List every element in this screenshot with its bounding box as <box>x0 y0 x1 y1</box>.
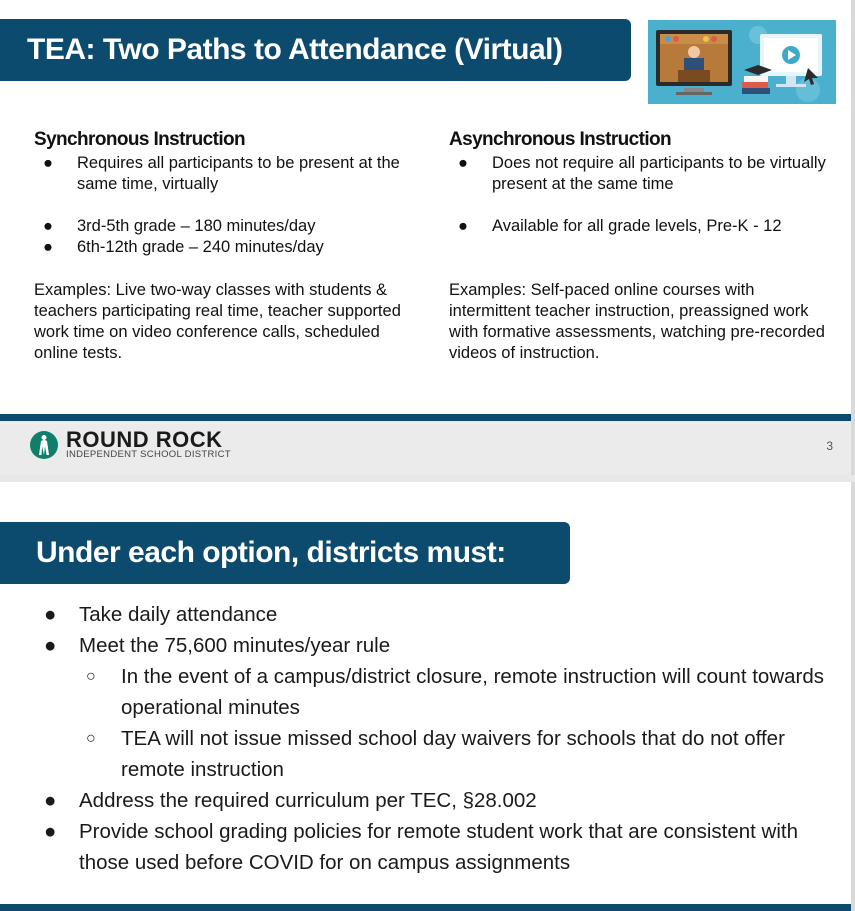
bullet-icon: ● <box>44 634 57 657</box>
synchronous-heading: Synchronous Instruction <box>34 129 246 150</box>
synchronous-column <box>34 128 414 364</box>
virtual-classroom-illustration-icon <box>648 20 836 104</box>
list-item: ● 3rd-5th grade – 180 minutes/day <box>43 217 316 235</box>
asynchronous-column <box>449 128 829 364</box>
slide-footer <box>0 421 851 475</box>
bullet-icon: ● <box>43 238 53 256</box>
list-item: ● Provide school grading policies for remote student work that are consistent with those used before COVID for on campus assignments <box>44 816 834 878</box>
requirements-list <box>44 599 834 878</box>
footer-divider <box>0 904 851 911</box>
bullet-icon: ● <box>44 603 57 626</box>
list-item: ● Meet the 75,600 minutes/year rule <box>44 630 834 661</box>
bullet-icon: ● <box>44 820 57 843</box>
list-item: ● Address the required curriculum per TEC, §28.002 <box>44 785 834 816</box>
bullet-icon: ● <box>43 154 53 172</box>
sub-list-item: ○ In the event of a campus/district closure, remote instruction will count towards operational minutes <box>44 661 834 723</box>
list-spacer <box>449 195 829 216</box>
asynchronous-heading: Asynchronous Instruction <box>449 129 672 150</box>
round-rock-logo <box>30 427 231 460</box>
slide-4 <box>0 482 851 911</box>
page-right-edge <box>851 0 855 911</box>
list-item: ● Take daily attendance <box>44 599 834 630</box>
bullet-icon: ● <box>44 789 57 812</box>
synchronous-examples: Examples: Live two-way classes with students & teachers participating real time, teacher supported work time on video conference calls, scheduled online tests. <box>34 281 401 362</box>
bullet-icon: ● <box>43 217 53 235</box>
sub-list-item: ○ TEA will not issue missed school day waivers for schools that do not offer remote instruction <box>44 723 834 785</box>
bullet-icon: ● <box>458 217 468 235</box>
list-item: ● Requires all participants to be present at the same time, virtually <box>43 154 400 193</box>
slide-title: TEA: Two Paths to Attendance (Virtual) <box>0 19 631 81</box>
list-item: ● Does not require all participants to be virtually present at the same time <box>458 154 826 193</box>
sub-bullet-icon: ○ <box>86 730 96 747</box>
asynchronous-examples: Examples: Self-paced online courses with intermittent teacher instruction, preassigned work with formative assessments, watching pre-recorded videos of instruction. <box>449 281 825 362</box>
logo-main-text: ROUND ROCK <box>66 427 223 452</box>
list-spacer <box>34 195 414 216</box>
logo-sub-text: INDEPENDENT SCHOOL DISTRICT <box>66 449 231 460</box>
bullet-icon: ● <box>458 154 468 172</box>
synchronous-bullets <box>34 153 414 258</box>
slide-separator <box>0 475 855 482</box>
slide-title: Under each option, districts must: <box>0 522 570 584</box>
list-item: ● Available for all grade levels, Pre-K - 12 <box>458 217 782 235</box>
asynchronous-bullets <box>449 153 829 237</box>
page-number: 3 <box>826 439 833 453</box>
sub-bullet-icon: ○ <box>86 668 96 685</box>
list-item: ● 6th-12th grade – 240 minutes/day <box>43 238 324 256</box>
footer-divider <box>0 414 851 421</box>
district-logo-icon <box>30 431 58 459</box>
